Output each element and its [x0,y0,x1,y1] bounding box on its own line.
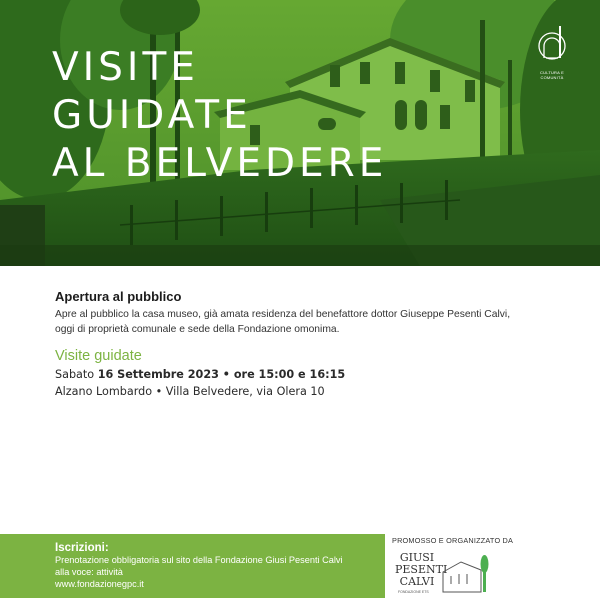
cultura-comunita-logo [532,22,572,78]
opening-description-line-2: oggi di proprietà comunale e sede della Fondazione omonima. [55,324,340,335]
hero-title-line-1: VISITE [52,45,199,90]
logo-caption: CULTURA E COMUNITÀ [540,70,564,80]
registration-website-link[interactable]: www.fondazionegpc.it [55,579,144,589]
date-separator: • [218,368,234,381]
visits-date-line [55,368,555,381]
registration-line-2: alla voce: attività [55,567,123,577]
arch-logo-icon [532,22,572,68]
registration-line-1: Prenotazione obbligatoria sul sito della Fondazione Giusi Pesenti Calvi [55,555,343,565]
logo-word-2: PESENTI [395,563,448,576]
logo-word-1: GIUSI [399,551,435,564]
hero-title-line-2: GUIDATE [52,93,252,138]
visit-date: 16 Settembre 2023 [97,368,219,381]
fondazione-logo-text [395,551,448,588]
visit-times: ore 15:00 e 16:15 [233,368,346,381]
visits-title: Visite guidate [55,348,142,364]
logo-word-3: CALVI [399,575,435,588]
fondazione-logo-sub: FONDAZIONE ETS [398,590,429,594]
hero-banner [0,0,600,266]
opening-description [55,307,555,337]
registration-bar [0,534,385,598]
hero-title [52,44,387,188]
visits-section [55,348,555,398]
promo-label: PROMOSSO E ORGANIZZATO DA [392,536,514,545]
date-prefix: Sabato [55,368,98,381]
visits-location: Alzano Lombardo • Villa Belvedere, via Olera 10 [55,385,325,398]
fondazione-logo [395,552,495,598]
opening-heading: Apertura al pubblico [55,289,182,304]
opening-section [55,289,555,337]
opening-description-line-1: Apre al pubblico la casa museo, già amata residenza del benefattore dottor Giuseppe Pesenti Calvi, [55,309,511,320]
villa-sketch-icon [441,554,491,594]
hero-title-line-3: AL BELVEDERE [52,141,388,186]
registration-title: Iscrizioni: [55,542,109,554]
